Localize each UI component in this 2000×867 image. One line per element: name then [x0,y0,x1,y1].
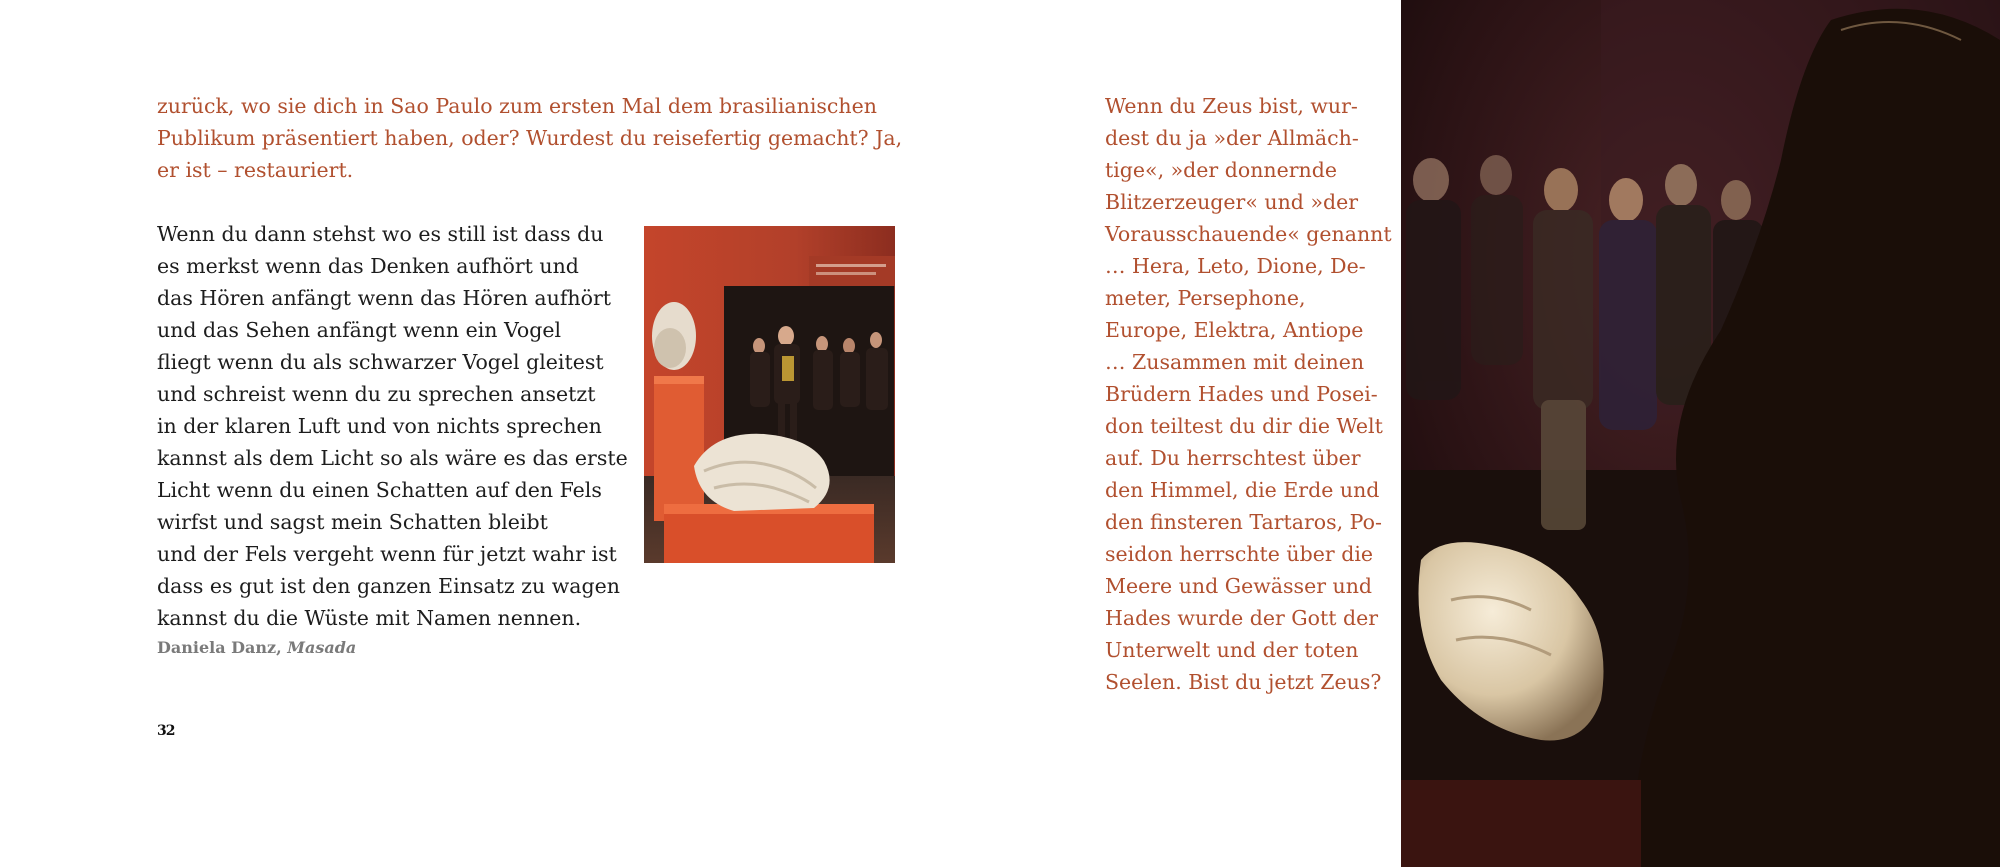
side-line: Europe, Elektra, Antiope [1105,318,1364,342]
side-line: meter, Persephone, [1105,286,1306,310]
poem-author: Daniela Danz, [157,638,282,657]
poem [157,218,627,634]
side-line: Wenn du Zeus bist, wur- [1105,94,1358,118]
exhibition-photo [644,226,895,563]
poem-line: wirfst und sagst mein Schatten bleibt [157,510,548,534]
side-line: … Zusammen mit deinen [1105,350,1365,374]
side-line: Unterwelt und der toten [1105,638,1359,662]
side-line: Hades wurde der Gott der [1105,606,1379,630]
side-line: Blitzerzeuger« und »der [1105,190,1359,214]
side-line: auf. Du herrschtest über [1105,446,1361,470]
side-line: Seelen. Bist du jetzt Zeus? [1105,670,1382,694]
poem-line: es merkst wenn das Denken aufhört und [157,254,579,278]
poem-line: Wenn du dann stehst wo es still ist dass du [157,222,604,246]
poem-line: kannst als dem Licht so als wäre es das erste [157,446,628,470]
side-line: tige«, »der donnernde [1105,158,1337,182]
poem-line: und schreist wenn du zu sprechen ansetzt [157,382,596,406]
side-column-text [1105,90,1392,698]
side-line: don teiltest du dir die Welt [1105,414,1383,438]
intro-paragraph: zurück, wo sie dich in Sao Paulo zum ersten Mal dem brasilianischen Publikum präsentiert haben, oder? Wurdest du reisefertig gemacht? Ja, er ist – restauriert. [157,94,903,182]
poem-line: fliegt wenn du als schwarzer Vogel gleitest [157,350,604,374]
poem-line: dass es gut ist den ganzen Einsatz zu wagen [157,574,620,598]
side-line: Vorausschauende« genannt [1105,222,1392,246]
poem-line: und das Sehen anfängt wenn ein Vogel [157,318,562,342]
side-line: seidon herrschte über die [1105,542,1374,566]
poem-line: in der klaren Luft und von nichts sprechen [157,414,602,438]
side-line: dest du ja »der Allmäch- [1105,126,1359,150]
audience-photo [1401,0,2000,867]
side-line: … Hera, Leto, Dione, De- [1105,254,1366,278]
poem-line: und der Fels vergeht wenn für jetzt wahr ist [157,542,617,566]
poem-line: Licht wenn du einen Schatten auf den Fels [157,478,602,502]
poem-attribution [157,638,356,657]
side-line: den Himmel, die Erde und [1105,478,1380,502]
poem-line: das Hören anfängt wenn das Hören aufhört [157,286,612,310]
poem-line: kannst du die Wüste mit Namen nennen. [157,606,582,630]
side-line: den finsteren Tartaros, Po- [1105,510,1382,534]
poem-work-title: Masada [287,638,357,657]
side-line: Meere und Gewässer und [1105,574,1373,598]
side-line: Brüdern Hades und Posei- [1105,382,1378,406]
page-number: 32 [157,723,175,739]
